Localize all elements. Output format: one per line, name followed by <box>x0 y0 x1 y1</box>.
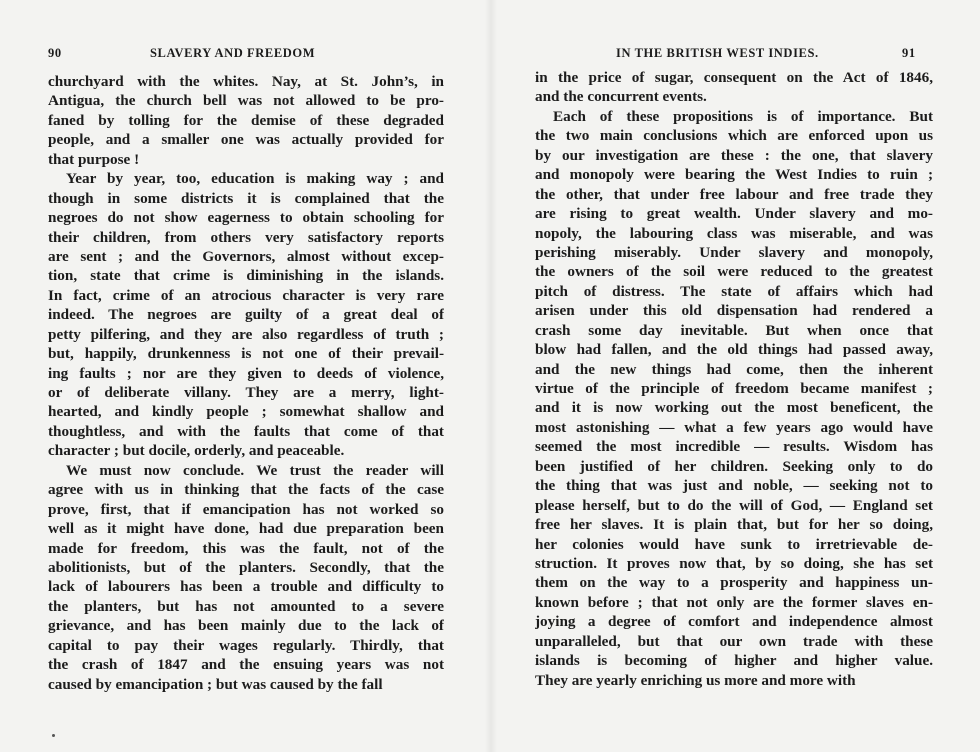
ink-speck <box>52 734 55 737</box>
text-line: been justified of her children. Seeking only to do <box>535 457 933 475</box>
text-line: negroes do not show eagerness to obtain schooling for <box>48 209 444 227</box>
text-line: In fact, crime of an atrocious character is very rare <box>48 286 444 304</box>
text-line: their children, from others very satisfactory reports <box>48 228 444 246</box>
text-line: capital to pay their wages regularly. Thirdly, that <box>48 636 444 654</box>
text-line: Year by year, too, education is making way ; and <box>66 170 444 188</box>
text-line: arisen under this old dispensation had rendered a <box>535 302 933 320</box>
text-line: well as it might have done, had due preparation been <box>48 520 444 538</box>
right-page <box>490 0 980 752</box>
text-line: made for freedom, this was the fault, not of the <box>48 539 444 557</box>
text-line: but, happily, drunkenness is not one of their prevail- <box>48 345 444 363</box>
text-line: struction. It proves now that, by so doing, she has set <box>535 554 933 572</box>
text-line: nopoly, the labouring class was miserable, and was <box>535 224 933 242</box>
text-line: free her slaves. It is plain that, but for her so doing, <box>535 516 933 534</box>
text-line: faned by tolling for the demise of these degraded <box>48 111 444 129</box>
text-line: most astonishing — what a few years ago would have <box>535 418 933 436</box>
text-line: caused by emancipation ; but was caused by the fall <box>48 675 383 693</box>
text-line: are sent ; and the Governors, almost without excep- <box>48 247 444 265</box>
text-line: churchyard with the whites. Nay, at St. John’s, in <box>48 73 444 90</box>
text-line: character ; but docile, orderly, and peaceable. <box>48 442 345 460</box>
text-line: and the concurrent events. <box>535 88 707 106</box>
right-running-head: IN THE BRITISH WEST INDIES. <box>616 46 819 60</box>
text-line: that purpose ! <box>48 150 140 168</box>
text-line: people, and a smaller one was actually provided for <box>48 131 444 149</box>
text-line: though in some districts it is complained that the <box>48 189 444 207</box>
text-line: grievance, and has been mainly due to the lack of <box>48 617 444 635</box>
text-line: by our investigation are these : the one, that slavery <box>535 146 933 164</box>
text-line: Antigua, the church bell was not allowed to be pro- <box>48 92 444 110</box>
right-page-text <box>535 68 933 690</box>
text-line: blow had fallen, and the old things had passed away, <box>535 341 933 359</box>
text-line: them on the way to a prosperity and happiness un- <box>535 574 933 592</box>
text-line: thoughtless, and with the faults that come of that <box>48 422 444 440</box>
text-line: are rising to great wealth. Under slavery and mo- <box>535 205 933 223</box>
text-line: agree with us in thinking that the facts of the case <box>48 481 444 499</box>
text-line: the owners of the soil were reduced to the greatest <box>535 263 933 281</box>
text-line: joying a degree of comfort and independence almost <box>535 613 933 631</box>
left-page-number: 90 <box>48 46 62 60</box>
text-line: abolitionists, but of the planters. Secondly, that the <box>48 558 444 576</box>
text-line: We must now conclude. We trust the reader will <box>66 461 444 479</box>
text-line: seemed the most incredible — results. Wisdom has <box>535 438 933 456</box>
text-line: and the new things had come, then the inherent <box>535 360 933 378</box>
text-line: pitch of distress. The state of affairs which had <box>535 282 933 300</box>
text-line: the two main conclusions which are enforced upon us <box>535 127 933 145</box>
text-line: lack of labourers has been a trouble and difficulty to <box>48 578 444 596</box>
text-line: her colonies would have sunk to irretrievable de- <box>535 535 933 553</box>
text-line: and monopoly were bearing the West Indies to ruin ; <box>535 166 933 184</box>
text-line: Each of these propositions is of importance. But <box>553 107 933 125</box>
left-page-text <box>48 72 444 694</box>
text-line: unparalleled, but that our own trade with these <box>535 632 933 650</box>
text-line: islands is becoming of higher and higher value. <box>535 652 933 670</box>
text-line: or of deliberate villany. They are a merry, light- <box>48 384 444 401</box>
text-line: virtue of the principle of freedom became manifest ; <box>535 380 933 397</box>
text-line: petty pilfering, and they are also regardless of truth ; <box>48 325 444 343</box>
text-line: in the price of sugar, consequent on the Act of 1846, <box>535 69 933 86</box>
left-running-head: SLAVERY AND FREEDOM <box>150 46 316 60</box>
text-line: the crash of 1847 and the ensuing years was not <box>48 656 444 674</box>
text-line: the other, that under free labour and free trade they <box>535 185 933 203</box>
right-page-number: 91 <box>902 46 916 60</box>
text-line: known before ; that not only are the former slaves en- <box>535 593 933 611</box>
text-line: please herself, but to do the will of God, — England set <box>535 496 933 514</box>
text-line: hearted, and kindly people ; somewhat shallow and <box>48 403 444 421</box>
text-line: perishing miserably. Under slavery and monopoly, <box>535 243 933 261</box>
text-line: ing faults ; nor are they given to deeds of violence, <box>48 364 444 382</box>
text-line: the thing that was just and noble, — seeking not to <box>535 477 933 495</box>
text-line: tion, state that crime is diminishing in the islands. <box>48 267 444 285</box>
text-line: They are yearly enriching us more and more with <box>535 671 856 689</box>
text-line: indeed. The negroes are guilty of a great deal of <box>48 306 444 324</box>
text-line: the planters, but has not amounted to a severe <box>48 597 444 615</box>
text-line: crash some day inevitable. But when once that <box>535 321 933 339</box>
text-line: prove, first, that if emancipation has not worked so <box>48 500 444 518</box>
text-line: and it is now working out the most beneficent, the <box>535 399 933 417</box>
